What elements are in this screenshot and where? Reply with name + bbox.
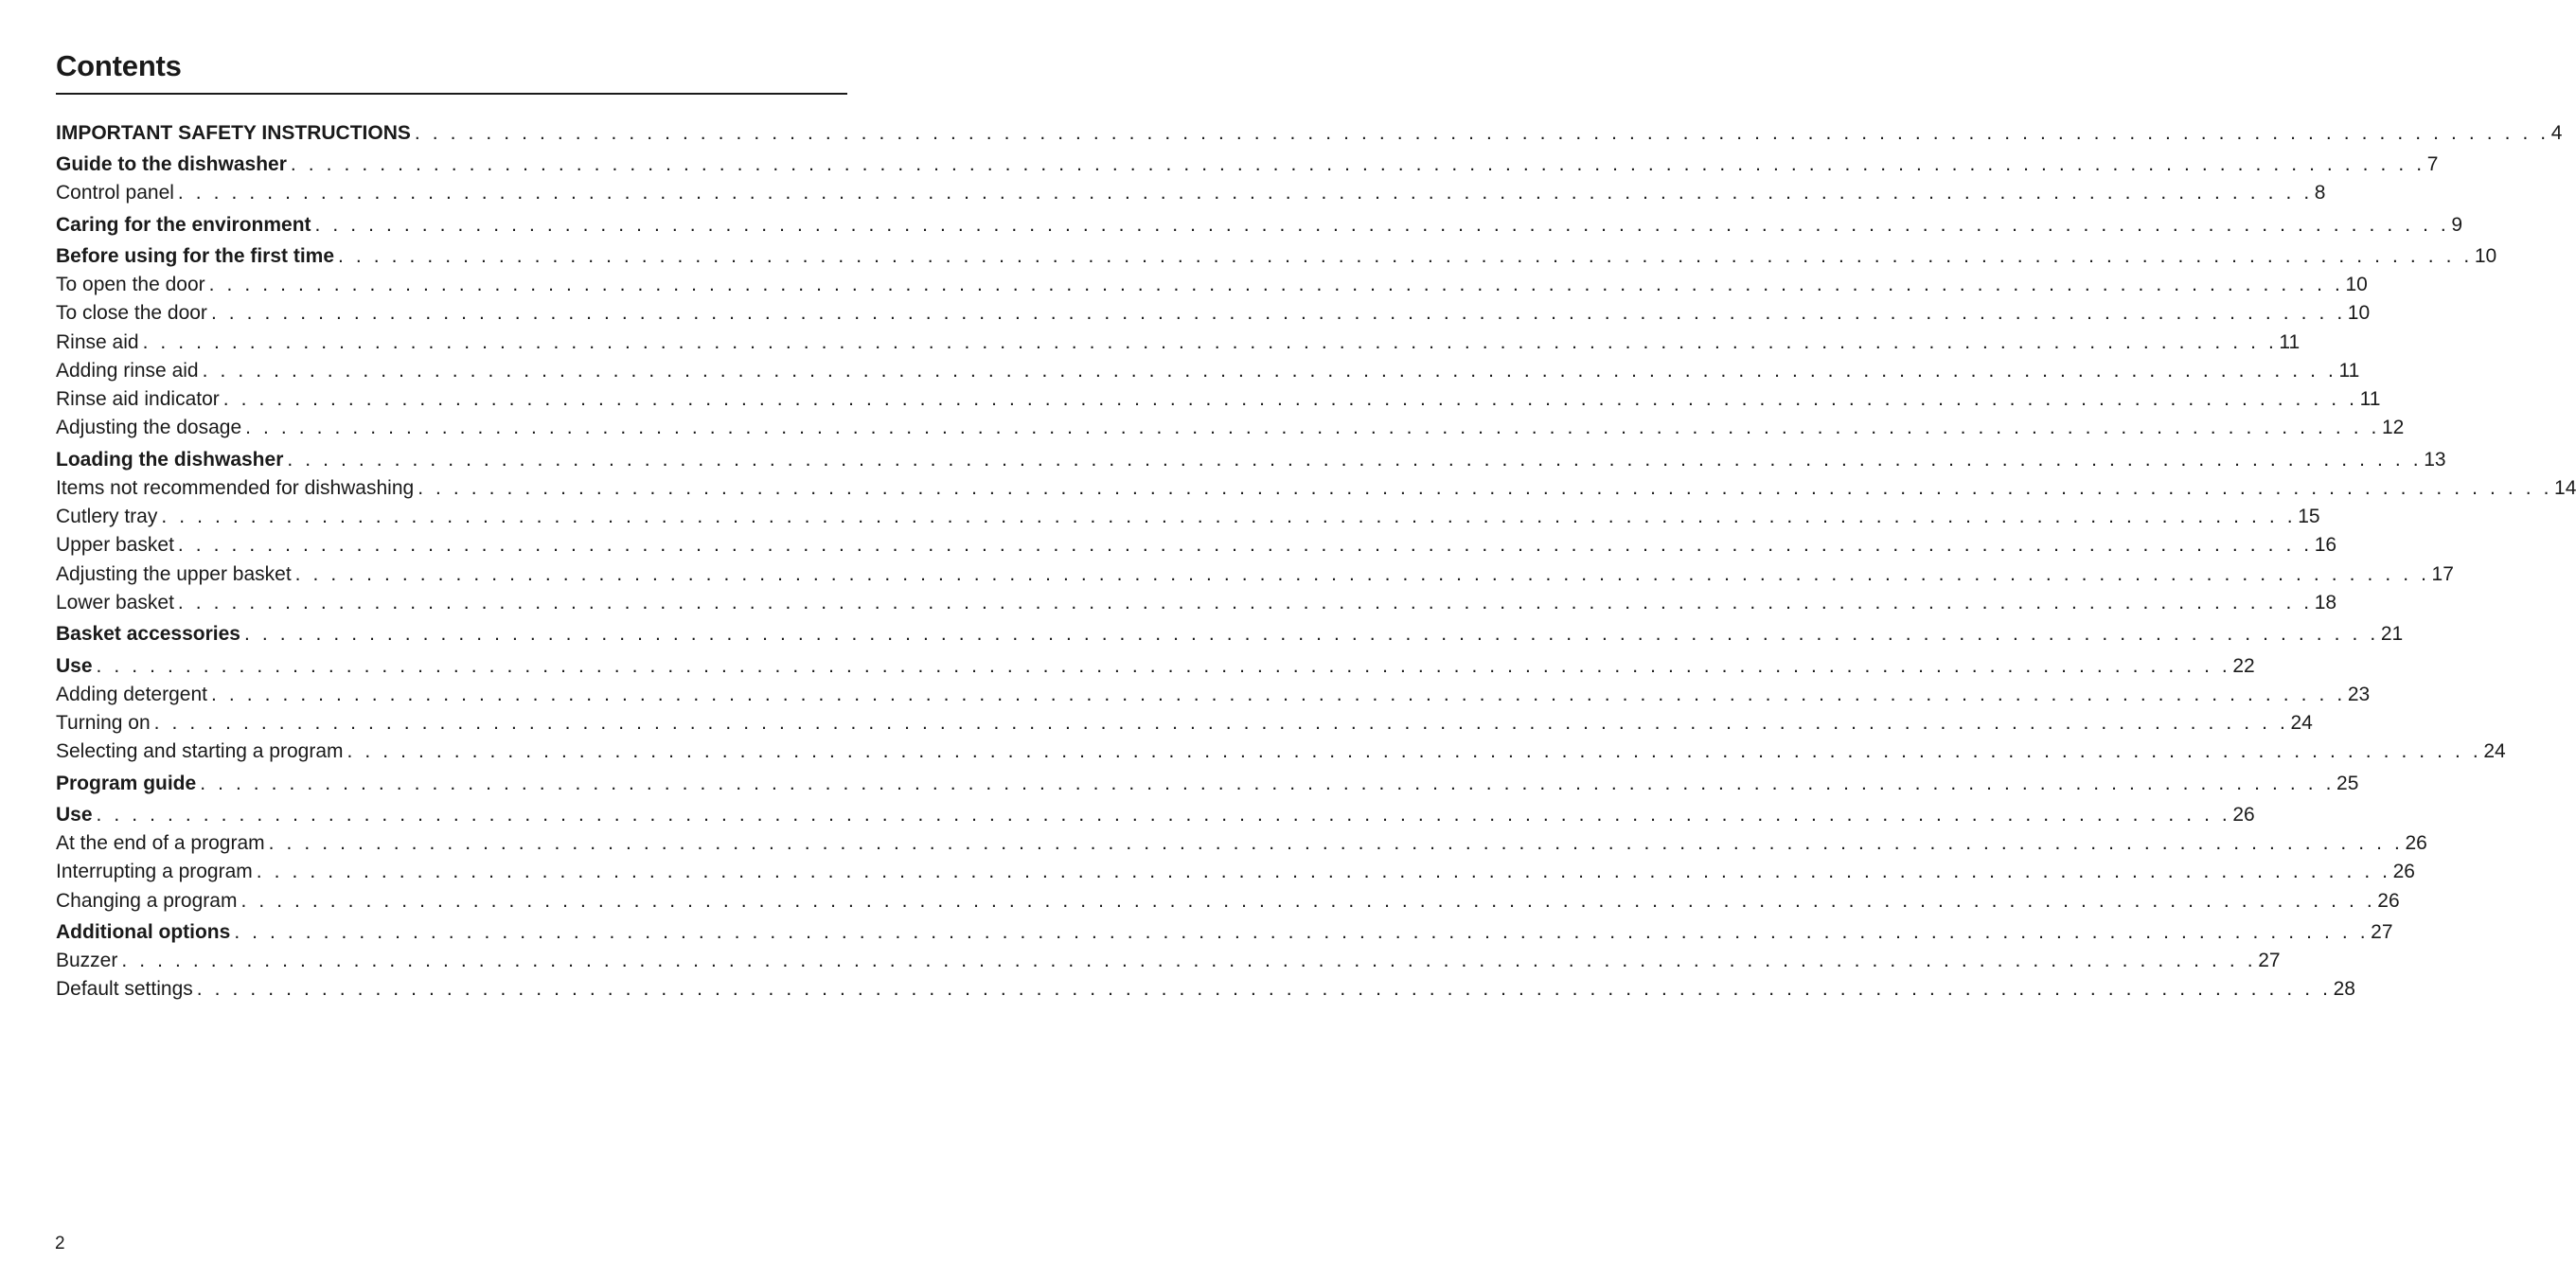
toc-entry[interactable] (56, 887, 2400, 916)
toc-entry-page: 16 (2314, 534, 2337, 556)
toc-dot-leader: . . . . . . . . . . . . . . . . . . . . . . . . . . . . . . . . . . . . . . . . . . . . . . . . . . . . . . . . . . . . . . . . . . . . . . . . . . . . . . . . . . . . . . . . . . . . . . . . . . . . . . . . . . . . . . . . . . . . . . . . (287, 449, 2423, 471)
toc-entry-page: 15 (2298, 506, 2320, 527)
toc-entry-page: 4 (2550, 122, 2563, 144)
toc-entry-label: To close the door (56, 302, 207, 324)
toc-entry-label: Adding rinse aid (56, 360, 199, 382)
toc-entry-label: Cutlery tray (56, 506, 158, 527)
toc-entry[interactable] (56, 357, 2360, 385)
toc-entry-label: Default settings (56, 978, 193, 1000)
toc-entry[interactable] (56, 738, 2506, 766)
toc-dot-leader: . . . . . . . . . . . . . . . . . . . . . . . . . . . . . . . . . . . . . . . . . . . . . . . . . . . . . . . . . . . . . . . . . . . . . . . . . . . . . . . . . . . . . . . . . . . . . . . . . . . . . . . . . . . . . . . . . . . . . . . . (208, 274, 2344, 295)
toc-dot-leader: . . . . . . . . . . . . . . . . . . . . . . . . . . . . . . . . . . . . . . . . . . . . . . . . . . . . . . . . . . . . . . . . . . . . . . . . . . . . . . . . . . . . . . . . . . . . . . . . . . . . . . . . . . . . . . . . . . . . . . . . (161, 506, 2297, 527)
toc-entry[interactable] (56, 211, 2463, 240)
toc-entry-page: 23 (2347, 684, 2371, 705)
toc-entry[interactable] (56, 299, 2371, 328)
toc-entry-label: Caring for the environment (56, 214, 311, 236)
toc-entry-page: 17 (2431, 563, 2454, 585)
toc-entry[interactable] (56, 709, 2313, 738)
toc-entry-label: Items not recommended for dishwashing (56, 477, 415, 499)
toc-entry-label: Interrupting a program (56, 861, 253, 882)
toc-entry-page: 13 (2424, 449, 2446, 471)
toc-entry-page: 25 (2336, 773, 2359, 794)
toc-entry-label: Control panel (56, 182, 174, 204)
toc-entry[interactable] (56, 474, 2576, 503)
toc-entry-label: Use (56, 804, 93, 826)
toc-entry-page: 11 (2359, 388, 2381, 410)
toc-entry-page: 27 (2258, 950, 2281, 971)
toc-dot-leader: . . . . . . . . . . . . . . . . . . . . . . . . . . . . . . . . . . . . . . . . . . . . . . . . . . . . . . . . . . . . . . . . . . . . . . . . . . . . . . . . . . . . . . . . . . . . . . . . . . . . . . . . . . . . . . . . . . . . . . . . (256, 861, 2391, 882)
toc-dot-leader: . . . . . . . . . . . . . . . . . . . . . . . . . . . . . . . . . . . . . . . . . . . . . . . . . . . . . . . . . . . . . . . . . . . . . . . . . . . . . . . . . . . . . . . . . . . . . . . . . . . . . . . . . . . . . . . . . . . . . . . . (153, 712, 2289, 734)
toc-entry-page: 18 (2314, 592, 2337, 613)
page-number: 2 (55, 1234, 65, 1253)
toc-entry[interactable] (56, 858, 2415, 886)
toc-entry[interactable] (56, 918, 2393, 947)
toc-entry-label: Turning on (56, 712, 151, 734)
toc-entry-label: Adjusting the upper basket (56, 563, 292, 585)
toc-entry[interactable] (56, 589, 2337, 617)
toc-entry[interactable] (56, 385, 2381, 414)
toc-entry-page: 24 (2483, 740, 2506, 762)
toc-entry[interactable] (56, 560, 2454, 589)
toc-dot-leader: . . . . . . . . . . . . . . . . . . . . . . . . . . . . . . . . . . . . . . . . . . . . . . . . . . . . . . . . . . . . . . . . . . . . . . . . . . . . . . . . . . . . . . . . . . . . . . . . . . . . . . . . . . . . . . . . . . . . . . . . (96, 804, 2231, 826)
toc-entry[interactable] (56, 947, 2281, 975)
toc-entry-page: 11 (2279, 331, 2301, 353)
page-title: Contents (56, 49, 182, 82)
toc-entry-label: Rinse aid (56, 331, 139, 353)
toc-dot-leader: . . . . . . . . . . . . . . . . . . . . . . . . . . . . . . . . . . . . . . . . . . . . . . . . . . . . . . . . . . . . . . . . . . . . . . . . . . . . . . . . . . . . . . . . . . . . . . . . . . . . . . . . . . . . . . . . . . . . . . . . (346, 740, 2482, 762)
toc-dot-leader: . . . . . . . . . . . . . . . . . . . . . . . . . . . . . . . . . . . . . . . . . . . . . . . . . . . . . . . . . . . . . . . . . . . . . . . . . . . . . . . . . . . . . . . . . . . . . . . . . . . . . . . . . . . . . . . . . . . . . . . . (294, 563, 2430, 585)
toc-entry-label: Adjusting the dosage (56, 417, 242, 438)
toc-entry-label: Use (56, 655, 93, 677)
toc-dot-leader: . . . . . . . . . . . . . . . . . . . . . . . . . . . . . . . . . . . . . . . . . . . . . . . . . . . . . . . . . . . . . . . . . . . . . . . . . . . . . . . . . . . . . . . . . . . . . . . . . . . . . . . . . . . . . . . . . . . . . . . . (290, 153, 2425, 175)
toc-entry[interactable] (56, 151, 2439, 179)
toc-entry[interactable] (56, 531, 2337, 560)
toc-entry-page: 10 (2345, 274, 2368, 295)
toc-entry[interactable] (56, 179, 2326, 207)
toc-entry[interactable] (56, 770, 2359, 798)
toc-dot-leader: . . . . . . . . . . . . . . . . . . . . . . . . . . . . . . . . . . . . . . . . . . . . . . . . . . . . . . . . . . . . . . . . . . . . . . . . . . . . . . . . . . . . . . . . . . . . . . . . . . . . . . . . . . . . . . . . . . . . . . . . (177, 592, 2313, 613)
toc-entry-label: Adding detergent (56, 684, 207, 705)
toc-entry-label: IMPORTANT SAFETY INSTRUCTIONS (56, 122, 411, 144)
toc-entry-page: 7 (2426, 153, 2439, 175)
toc-dot-leader: . . . . . . . . . . . . . . . . . . . . . . . . . . . . . . . . . . . . . . . . . . . . . . . . . . . . . . . . . . . . . . . . . . . . . . . . . . . . . . . . . . . . . . . . . . . . . . . . . . . . . . . . . . . . . . . . . . . . . . . . (268, 832, 2404, 854)
toc-dot-leader: . . . . . . . . . . . . . . . . . . . . . . . . . . . . . . . . . . . . . . . . . . . . . . . . . . . . . . . . . . . . . . . . . . . . . . . . . . . . . . . . . . . . . . . . . . . . . . . . . . . . . . . . . . . . . . . . . . . . . . . . (210, 302, 2346, 324)
toc-entry[interactable] (56, 329, 2301, 357)
toc-entry-page: 26 (2405, 832, 2427, 854)
toc-entry-label: Before using for the first time (56, 245, 335, 267)
toc-entry-page: 24 (2290, 712, 2313, 734)
toc-entry-page: 28 (2333, 978, 2355, 1000)
toc-entry-page: 9 (2451, 214, 2463, 236)
toc-entry[interactable] (56, 503, 2320, 531)
toc-dot-leader: . . . . . . . . . . . . . . . . . . . . . . . . . . . . . . . . . . . . . . . . . . . . . . . . . . . . . . . . . . . . . . . . . . . . . . . . . . . . . . . . . . . . . . . . . . . . . . . . . . . . . . . . . . . . . . . . . . . . . . . . (245, 417, 2380, 438)
toc-entry-label: Additional options (56, 921, 231, 943)
toc-entry-label: Loading the dishwasher (56, 449, 284, 471)
toc-dot-leader: . . . . . . . . . . . . . . . . . . . . . . . . . . . . . . . . . . . . . . . . . . . . . . . . . . . . . . . . . . . . . . . . . . . . . . . . . . . . . . . . . . . . . . . . . . . . . . . . . . . . . . . . . . . . . . . . . . . . . . . . (177, 182, 2313, 204)
toc-dot-leader: . . . . . . . . . . . . . . . . . . . . . . . . . . . . . . . . . . . . . . . . . . . . . . . . . . . . . . . . . . . . . . . . . . . . . . . . . . . . . . . . . . . . . . . . . . . . . . . . . . . . . . . . . . . . . . . . . . . . . . . . (240, 890, 2376, 912)
toc-dot-leader: . . . . . . . . . . . . . . . . . . . . . . . . . . . . . . . . . . . . . . . . . . . . . . . . . . . . . . . . . . . . . . . . . . . . . . . . . . . . . . . . . . . . . . . . . . . . . . . . . . . . . . . . . . . . . . . . . . . . . . . . (177, 534, 2313, 556)
toc-entry-label: Buzzer (56, 950, 118, 971)
toc-dot-leader: . . . . . . . . . . . . . . . . . . . . . . . . . . . . . . . . . . . . . . . . . . . . . . . . . . . . . . . . . . . . . . . . . . . . . . . . . . . . . . . . . . . . . . . . . . . . . . . . . . . . . . . . . . . . . . . . . . . . . . . . (222, 388, 2358, 410)
toc-entry[interactable] (56, 975, 2355, 1004)
toc-entry-label: Guide to the dishwasher (56, 153, 287, 175)
toc-entry[interactable] (56, 681, 2371, 709)
toc-entry[interactable] (56, 119, 2563, 148)
toc-entry-page: 26 (2232, 804, 2255, 826)
toc-entry-page: 11 (2338, 360, 2360, 382)
toc-entry-label: Lower basket (56, 592, 174, 613)
toc-entry[interactable] (56, 801, 2255, 829)
toc-entry-label: Selecting and starting a program (56, 740, 344, 762)
toc-entry[interactable] (56, 242, 2497, 271)
toc-entry-page: 26 (2377, 890, 2400, 912)
toc-entry-label: Rinse aid indicator (56, 388, 220, 410)
toc-dot-leader: . . . . . . . . . . . . . . . . . . . . . . . . . . . . . . . . . . . . . . . . . . . . . . . . . . . . . . . . . . . . . . . . . . . . . . . . . . . . . . . . . . . . . . . . . . . . . . . . . . . . . . . . . . . . . . . . . . . . . . . . (121, 950, 2257, 971)
toc-entry-label: To open the door (56, 274, 205, 295)
title-divider (56, 93, 847, 95)
toc-dot-leader: . . . . . . . . . . . . . . . . . . . . . . . . . . . . . . . . . . . . . . . . . . . . . . . . . . . . . . . . . . . . . . . . . . . . . . . . . . . . . . . . . . . . . . . . . . . . . . . . . . . . . . . . . . . . . . . . . . . . . . . . (142, 331, 2278, 353)
toc-entry[interactable] (56, 829, 2427, 858)
toc-entry-label: Upper basket (56, 534, 174, 556)
toc-entry[interactable] (56, 652, 2255, 681)
toc-dot-leader: . . . . . . . . . . . . . . . . . . . . . . . . . . . . . . . . . . . . . . . . . . . . . . . . . . . . . . . . . . . . . . . . . . . . . . . . . . . . . . . . . . . . . . . . . . . . . . . . . . . . . . . . . . . . . . . . . . . . . . . . (234, 921, 2370, 943)
toc-entry-page: 21 (2380, 623, 2404, 645)
toc-dot-leader: . . . . . . . . . . . . . . . . . . . . . . . . . . . . . . . . . . . . . . . . . . . . . . . . . . . . . . . . . . . . . . . . . . . . . . . . . . . . . . . . . . . . . . . . . . . . . . . . . . . . . . . . . . . . . . . . . . . . . . . . (202, 360, 2337, 382)
toc-entry-page: 14 (2554, 477, 2576, 499)
toc-entry[interactable] (56, 414, 2405, 442)
toc-entry[interactable] (56, 446, 2446, 474)
toc-dot-leader: . . . . . . . . . . . . . . . . . . . . . . . . . . . . . . . . . . . . . . . . . . . . . . . . . . . . . . . . . . . . . . . . . . . . . . . . . . . . . . . . . . . . . . . . . . . . . . . . . . . . . . . . . . . . . . . . . . . . . . . . (196, 978, 2332, 1000)
toc-dot-leader: . . . . . . . . . . . . . . . . . . . . . . . . . . . . . . . . . . . . . . . . . . . . . . . . . . . . . . . . . . . . . . . . . . . . . . . . . . . . . . . . . . . . . . . . . . . . . . . . . . . . . . . . . . . . . . . . . . . . . . . . (200, 773, 2336, 794)
toc-entry-page: 8 (2314, 182, 2326, 204)
toc-entry-page: 10 (2474, 245, 2497, 267)
toc-entry-page: 12 (2382, 417, 2405, 438)
toc-entry[interactable] (56, 271, 2368, 299)
toc-entry-page: 27 (2371, 921, 2393, 943)
toc-dot-leader: . . . . . . . . . . . . . . . . . . . . . . . . . . . . . . . . . . . . . . . . . . . . . . . . . . . . . . . . . . . . . . . . . . . . . . . . . . . . . . . . . . . . . . . . . . . . . . . . . . . . . . . . . . . . . . . . . . . . . . . . (417, 477, 2553, 499)
toc-entry-page: 22 (2232, 655, 2255, 677)
toc-entry-page: 10 (2347, 302, 2371, 324)
toc-entry-page: 26 (2392, 861, 2415, 882)
toc-entry-label: Program guide (56, 773, 197, 794)
toc-dot-leader: . . . . . . . . . . . . . . . . . . . . . . . . . . . . . . . . . . . . . . . . . . . . . . . . . . . . . . . . . . . . . . . . . . . . . . . . . . . . . . . . . . . . . . . . . . . . . . . . . . . . . . . . . . . . . . . . . . . . . . . . (414, 122, 2549, 144)
toc-entry-label: Basket accessories (56, 623, 240, 645)
toc-entry-label: At the end of a program (56, 832, 265, 854)
toc-dot-leader: . . . . . . . . . . . . . . . . . . . . . . . . . . . . . . . . . . . . . . . . . . . . . . . . . . . . . . . . . . . . . . . . . . . . . . . . . . . . . . . . . . . . . . . . . . . . . . . . . . . . . . . . . . . . . . . . . . . . . . . . (96, 655, 2231, 677)
toc-dot-leader: . . . . . . . . . . . . . . . . . . . . . . . . . . . . . . . . . . . . . . . . . . . . . . . . . . . . . . . . . . . . . . . . . . . . . . . . . . . . . . . . . . . . . . . . . . . . . . . . . . . . . . . . . . . . . . . . . . . . . . . . (243, 623, 2379, 645)
toc-entry[interactable] (56, 620, 2404, 649)
toc-dot-leader: . . . . . . . . . . . . . . . . . . . . . . . . . . . . . . . . . . . . . . . . . . . . . . . . . . . . . . . . . . . . . . . . . . . . . . . . . . . . . . . . . . . . . . . . . . . . . . . . . . . . . . . . . . . . . . . . . . . . . . . . (314, 214, 2450, 236)
toc-entry-label: Changing a program (56, 890, 238, 912)
toc-dot-leader: . . . . . . . . . . . . . . . . . . . . . . . . . . . . . . . . . . . . . . . . . . . . . . . . . . . . . . . . . . . . . . . . . . . . . . . . . . . . . . . . . . . . . . . . . . . . . . . . . . . . . . . . . . . . . . . . . . . . . . . . (210, 684, 2346, 705)
toc-dot-leader: . . . . . . . . . . . . . . . . . . . . . . . . . . . . . . . . . . . . . . . . . . . . . . . . . . . . . . . . . . . . . . . . . . . . . . . . . . . . . . . . . . . . . . . . . . . . . . . . . . . . . . . . . . . . . . . . . . . . . . . . (338, 245, 2473, 267)
